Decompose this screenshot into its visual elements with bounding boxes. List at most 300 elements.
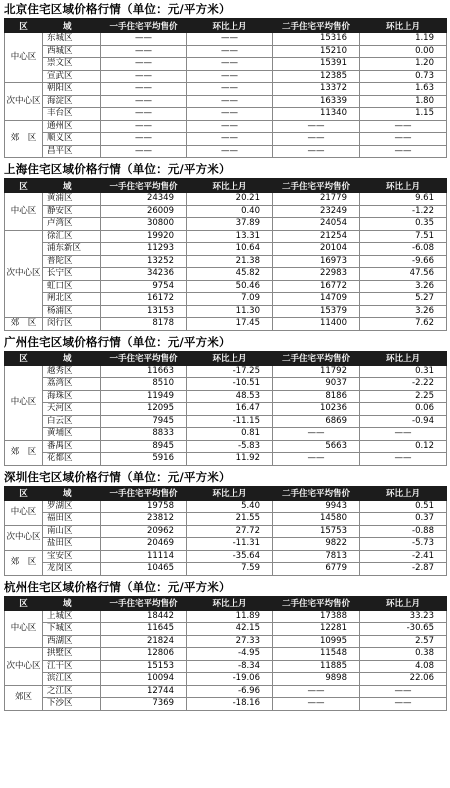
new-price-cell: 12744	[101, 685, 187, 698]
new-price-cell: 23812	[101, 513, 187, 526]
new-mom-cell: 50.46	[187, 280, 273, 293]
table-row	[5, 218, 447, 231]
district-cell: 中心区	[5, 610, 43, 648]
area-cell: 荔湾区	[43, 378, 101, 391]
new-mom-cell: -4.95	[187, 648, 273, 661]
new-mom-cell: 0.81	[187, 428, 273, 441]
new-price-cell: 11645	[101, 623, 187, 636]
area-cell: 海淀区	[43, 95, 101, 108]
area-cell: 天河区	[43, 403, 101, 416]
table-row	[5, 230, 447, 243]
used-price-cell: 11400	[273, 318, 360, 331]
table-row	[5, 133, 447, 146]
new-mom-cell: 7.59	[187, 563, 273, 576]
table-row	[5, 698, 447, 711]
table-row	[5, 440, 447, 453]
used-mom-cell: -0.88	[360, 525, 447, 538]
new-mom-cell: -11.15	[187, 415, 273, 428]
header-new-mom: 环比上月	[187, 19, 273, 33]
table-row	[5, 378, 447, 391]
table-row	[5, 193, 447, 206]
used-price-cell: 23249	[273, 205, 360, 218]
new-mom-cell: 27.33	[187, 635, 273, 648]
area-cell: 花都区	[43, 453, 101, 466]
new-price-cell: 12095	[101, 403, 187, 416]
used-price-cell: 14580	[273, 513, 360, 526]
used-mom-cell: -9.66	[360, 255, 447, 268]
district-cell: 中心区	[5, 500, 43, 525]
area-cell: 黄浦区	[43, 193, 101, 206]
used-mom-cell: 1.80	[360, 95, 447, 108]
new-price-cell: 11949	[101, 390, 187, 403]
table-row	[5, 108, 447, 121]
new-mom-cell: ——	[187, 108, 273, 121]
area-cell: 之江区	[43, 685, 101, 698]
header-used-price: 二手住宅平均售价	[273, 486, 360, 500]
area-cell: 上城区	[43, 610, 101, 623]
new-price-cell: 5916	[101, 453, 187, 466]
price-table	[4, 178, 447, 331]
district-cell: 中心区	[5, 365, 43, 440]
header-used-mom: 环比上月	[360, 19, 447, 33]
table-row	[5, 525, 447, 538]
new-mom-cell: 10.64	[187, 243, 273, 256]
used-price-cell: 20104	[273, 243, 360, 256]
new-price-cell: ——	[101, 83, 187, 96]
used-price-cell: 10995	[273, 635, 360, 648]
used-price-cell: 16772	[273, 280, 360, 293]
used-mom-cell: 0.73	[360, 70, 447, 83]
area-cell: 丰台区	[43, 108, 101, 121]
area-cell: 闸北区	[43, 293, 101, 306]
area-cell: 福田区	[43, 513, 101, 526]
header-area: 域	[43, 486, 101, 500]
new-price-cell: ——	[101, 45, 187, 58]
new-mom-cell: ——	[187, 83, 273, 96]
area-cell: 黄埔区	[43, 428, 101, 441]
area-cell: 罗湖区	[43, 500, 101, 513]
used-price-cell: 15210	[273, 45, 360, 58]
new-price-cell: ——	[101, 95, 187, 108]
new-mom-cell: -11.31	[187, 538, 273, 551]
table-row	[5, 623, 447, 636]
table-row	[5, 563, 447, 576]
area-cell: 崇文区	[43, 58, 101, 71]
area-cell: 徐汇区	[43, 230, 101, 243]
used-price-cell: 12385	[273, 70, 360, 83]
used-mom-cell: 9.61	[360, 193, 447, 206]
header-row	[5, 596, 447, 610]
used-price-cell: 11548	[273, 648, 360, 661]
used-mom-cell: ——	[360, 685, 447, 698]
new-mom-cell: 11.89	[187, 610, 273, 623]
header-used-price: 二手住宅平均售价	[273, 351, 360, 365]
area-cell: 浦东新区	[43, 243, 101, 256]
used-mom-cell: -2.22	[360, 378, 447, 391]
area-cell: 滨江区	[43, 673, 101, 686]
new-price-cell: 15153	[101, 660, 187, 673]
new-price-cell: 24349	[101, 193, 187, 206]
new-mom-cell: ——	[187, 95, 273, 108]
used-price-cell: 11885	[273, 660, 360, 673]
table-row	[5, 120, 447, 133]
area-cell: 宣武区	[43, 70, 101, 83]
new-price-cell: ——	[101, 108, 187, 121]
new-price-cell: 12806	[101, 648, 187, 661]
area-cell: 顺义区	[43, 133, 101, 146]
table-row	[5, 95, 447, 108]
used-mom-cell: 1.20	[360, 58, 447, 71]
used-mom-cell: 2.57	[360, 635, 447, 648]
used-mom-cell: 1.15	[360, 108, 447, 121]
used-mom-cell: 0.38	[360, 648, 447, 661]
table-row	[5, 305, 447, 318]
table-row	[5, 610, 447, 623]
new-mom-cell: 21.55	[187, 513, 273, 526]
area-cell: 东城区	[43, 33, 101, 46]
new-mom-cell: 7.09	[187, 293, 273, 306]
table-row	[5, 58, 447, 71]
price-table	[4, 351, 447, 466]
used-mom-cell: ——	[360, 133, 447, 146]
used-mom-cell: 1.63	[360, 83, 447, 96]
area-cell: 昌平区	[43, 145, 101, 158]
district-cell: 郊 区	[5, 318, 43, 331]
new-mom-cell: 20.21	[187, 193, 273, 206]
new-price-cell: 8945	[101, 440, 187, 453]
new-price-cell: 16172	[101, 293, 187, 306]
price-table	[4, 18, 447, 158]
used-mom-cell: -30.65	[360, 623, 447, 636]
new-mom-cell: -8.34	[187, 660, 273, 673]
district-cell: 中心区	[5, 193, 43, 231]
used-mom-cell: 3.26	[360, 280, 447, 293]
new-mom-cell: -5.83	[187, 440, 273, 453]
new-mom-cell: ——	[187, 120, 273, 133]
used-mom-cell: 0.06	[360, 403, 447, 416]
used-mom-cell: -6.08	[360, 243, 447, 256]
used-price-cell: 10236	[273, 403, 360, 416]
table-row	[5, 635, 447, 648]
header-new-mom: 环比上月	[187, 179, 273, 193]
table-row	[5, 428, 447, 441]
new-price-cell: 11663	[101, 365, 187, 378]
used-price-cell: 24054	[273, 218, 360, 231]
area-cell: 越秀区	[43, 365, 101, 378]
used-price-cell: ——	[273, 120, 360, 133]
area-cell: 静安区	[43, 205, 101, 218]
used-mom-cell: 4.08	[360, 660, 447, 673]
new-price-cell: ——	[101, 33, 187, 46]
new-mom-cell: 11.92	[187, 453, 273, 466]
district-cell: 次中心区	[5, 525, 43, 550]
new-price-cell: 21824	[101, 635, 187, 648]
district-cell: 郊 区	[5, 440, 43, 465]
used-price-cell: 15753	[273, 525, 360, 538]
used-mom-cell: ——	[360, 453, 447, 466]
area-cell: 盐田区	[43, 538, 101, 551]
new-mom-cell: -19.06	[187, 673, 273, 686]
used-mom-cell: -5.73	[360, 538, 447, 551]
used-mom-cell: 0.12	[360, 440, 447, 453]
header-new-mom: 环比上月	[187, 596, 273, 610]
area-cell: 番禺区	[43, 440, 101, 453]
new-mom-cell: -17.25	[187, 365, 273, 378]
area-cell: 下沙区	[43, 698, 101, 711]
new-mom-cell: 17.45	[187, 318, 273, 331]
used-price-cell: 21779	[273, 193, 360, 206]
header-row	[5, 179, 447, 193]
new-mom-cell: ——	[187, 45, 273, 58]
new-mom-cell: 37.89	[187, 218, 273, 231]
table-row	[5, 268, 447, 281]
section-title: 杭州住宅区域价格行情（单位：元/平方米）	[4, 579, 231, 594]
new-price-cell: 11114	[101, 550, 187, 563]
district-cell: 郊 区	[5, 120, 43, 158]
header-district: 区	[5, 351, 43, 365]
header-used-mom: 环比上月	[360, 351, 447, 365]
new-mom-cell: 16.47	[187, 403, 273, 416]
used-mom-cell: 2.25	[360, 390, 447, 403]
new-mom-cell: 48.53	[187, 390, 273, 403]
new-price-cell: ——	[101, 120, 187, 133]
new-mom-cell: 13.31	[187, 230, 273, 243]
used-price-cell: 8186	[273, 390, 360, 403]
new-price-cell: 10465	[101, 563, 187, 576]
used-mom-cell: 0.00	[360, 45, 447, 58]
used-mom-cell: 7.62	[360, 318, 447, 331]
header-used-mom: 环比上月	[360, 486, 447, 500]
new-mom-cell: -10.51	[187, 378, 273, 391]
section-title: 北京住宅区域价格行情（单位：元/平方米）	[4, 2, 231, 16]
header-district: 区	[5, 486, 43, 500]
used-mom-cell: -1.22	[360, 205, 447, 218]
table-row	[5, 33, 447, 46]
new-price-cell: 20962	[101, 525, 187, 538]
table-row	[5, 648, 447, 661]
table-row	[5, 453, 447, 466]
table-row	[5, 538, 447, 551]
used-mom-cell: -2.87	[360, 563, 447, 576]
used-price-cell: 15379	[273, 305, 360, 318]
used-price-cell: 16339	[273, 95, 360, 108]
new-price-cell: 8178	[101, 318, 187, 331]
used-price-cell: 9898	[273, 673, 360, 686]
new-mom-cell: 27.72	[187, 525, 273, 538]
header-new-mom: 环比上月	[187, 486, 273, 500]
header-area: 域	[43, 179, 101, 193]
used-mom-cell: 0.31	[360, 365, 447, 378]
used-price-cell: 9037	[273, 378, 360, 391]
table-row	[5, 673, 447, 686]
new-mom-cell: -35.64	[187, 550, 273, 563]
table-row	[5, 403, 447, 416]
header-new-price: 一手住宅平均售价	[101, 351, 187, 365]
used-price-cell: 6779	[273, 563, 360, 576]
area-cell: 虹口区	[43, 280, 101, 293]
new-price-cell: ——	[101, 145, 187, 158]
used-mom-cell: ——	[360, 145, 447, 158]
header-new-mom: 环比上月	[187, 351, 273, 365]
area-cell: 闵行区	[43, 318, 101, 331]
new-price-cell: 11293	[101, 243, 187, 256]
price-table	[4, 596, 447, 711]
used-mom-cell: -2.41	[360, 550, 447, 563]
used-price-cell: 9943	[273, 500, 360, 513]
used-mom-cell: 33.23	[360, 610, 447, 623]
used-mom-cell: 22.06	[360, 673, 447, 686]
table-row	[5, 318, 447, 331]
used-mom-cell: 5.27	[360, 293, 447, 306]
used-price-cell: 11340	[273, 108, 360, 121]
area-cell: 杨浦区	[43, 305, 101, 318]
new-price-cell: 18442	[101, 610, 187, 623]
header-row	[5, 486, 447, 500]
section-title: 广州住宅区域价格行情（单位：元/平方米）	[4, 334, 231, 349]
used-price-cell: ——	[273, 698, 360, 711]
header-new-price: 一手住宅平均售价	[101, 19, 187, 33]
used-price-cell: 13372	[273, 83, 360, 96]
used-mom-cell: 0.37	[360, 513, 447, 526]
new-mom-cell: 0.40	[187, 205, 273, 218]
header-area: 域	[43, 351, 101, 365]
header-used-price: 二手住宅平均售价	[273, 596, 360, 610]
district-cell: 郊 区	[5, 550, 43, 575]
section-title: 深圳住宅区域价格行情（单位：元/平方米）	[4, 469, 231, 484]
table-row	[5, 255, 447, 268]
new-price-cell: 20469	[101, 538, 187, 551]
area-cell: 海珠区	[43, 390, 101, 403]
header-district: 区	[5, 596, 43, 610]
new-mom-cell: 5.40	[187, 500, 273, 513]
new-price-cell: ——	[101, 70, 187, 83]
header-district: 区	[5, 19, 43, 33]
header-used-price: 二手住宅平均售价	[273, 19, 360, 33]
used-price-cell: ——	[273, 133, 360, 146]
table-row	[5, 280, 447, 293]
new-price-cell: 19758	[101, 500, 187, 513]
used-price-cell: 21254	[273, 230, 360, 243]
section-title: 上海住宅区域价格行情（单位：元/平方米）	[4, 162, 231, 176]
new-price-cell: 13252	[101, 255, 187, 268]
used-price-cell: 17388	[273, 610, 360, 623]
area-cell: 拱墅区	[43, 648, 101, 661]
new-price-cell: ——	[101, 58, 187, 71]
header-new-price: 一手住宅平均售价	[101, 596, 187, 610]
used-price-cell: 11792	[273, 365, 360, 378]
used-price-cell: 22983	[273, 268, 360, 281]
header-used-price: 二手住宅平均售价	[273, 179, 360, 193]
header-new-price: 一手住宅平均售价	[101, 179, 187, 193]
new-mom-cell: -6.96	[187, 685, 273, 698]
new-mom-cell: ——	[187, 133, 273, 146]
new-price-cell: 7945	[101, 415, 187, 428]
table-row	[5, 243, 447, 256]
area-cell: 江干区	[43, 660, 101, 673]
table-row	[5, 500, 447, 513]
new-price-cell: 30800	[101, 218, 187, 231]
new-mom-cell: 45.82	[187, 268, 273, 281]
used-price-cell: 9822	[273, 538, 360, 551]
table-row	[5, 550, 447, 563]
table-row	[5, 365, 447, 378]
used-price-cell: ——	[273, 145, 360, 158]
used-mom-cell: 3.26	[360, 305, 447, 318]
table-row	[5, 293, 447, 306]
used-price-cell: 6869	[273, 415, 360, 428]
table-row	[5, 513, 447, 526]
new-price-cell: ——	[101, 133, 187, 146]
area-cell: 宝安区	[43, 550, 101, 563]
table-row	[5, 83, 447, 96]
area-cell: 卢湾区	[43, 218, 101, 231]
new-mom-cell: ——	[187, 145, 273, 158]
new-price-cell: 9754	[101, 280, 187, 293]
header-area: 域	[43, 19, 101, 33]
price-table	[4, 486, 447, 576]
used-price-cell: 16973	[273, 255, 360, 268]
used-price-cell: 15391	[273, 58, 360, 71]
area-cell: 通州区	[43, 120, 101, 133]
area-cell: 西湖区	[43, 635, 101, 648]
used-mom-cell: 47.56	[360, 268, 447, 281]
new-price-cell: 8510	[101, 378, 187, 391]
used-mom-cell: 0.51	[360, 500, 447, 513]
area-cell: 龙岗区	[43, 563, 101, 576]
new-mom-cell: 42.15	[187, 623, 273, 636]
new-price-cell: 13153	[101, 305, 187, 318]
used-price-cell: ——	[273, 428, 360, 441]
new-mom-cell: 21.38	[187, 255, 273, 268]
new-price-cell: 26009	[101, 205, 187, 218]
header-row	[5, 19, 447, 33]
used-price-cell: 5663	[273, 440, 360, 453]
used-price-cell: 15316	[273, 33, 360, 46]
new-mom-cell: -18.16	[187, 698, 273, 711]
new-mom-cell: ——	[187, 58, 273, 71]
new-price-cell: 8833	[101, 428, 187, 441]
new-price-cell: 7369	[101, 698, 187, 711]
used-mom-cell: 0.35	[360, 218, 447, 231]
header-area: 域	[43, 596, 101, 610]
area-cell: 普陀区	[43, 255, 101, 268]
used-price-cell: 7813	[273, 550, 360, 563]
used-mom-cell: ——	[360, 120, 447, 133]
district-cell: 次中心区	[5, 230, 43, 318]
header-row	[5, 351, 447, 365]
new-price-cell: 19920	[101, 230, 187, 243]
table-row	[5, 685, 447, 698]
area-cell: 白云区	[43, 415, 101, 428]
used-price-cell: ——	[273, 453, 360, 466]
new-price-cell: 34236	[101, 268, 187, 281]
new-price-cell: 10094	[101, 673, 187, 686]
area-cell: 长宁区	[43, 268, 101, 281]
used-mom-cell: 1.19	[360, 33, 447, 46]
header-new-price: 一手住宅平均售价	[101, 486, 187, 500]
area-cell: 下城区	[43, 623, 101, 636]
used-mom-cell: ——	[360, 428, 447, 441]
new-mom-cell: 11.30	[187, 305, 273, 318]
used-mom-cell: ——	[360, 698, 447, 711]
header-used-mom: 环比上月	[360, 596, 447, 610]
district-cell: 郊区	[5, 685, 43, 710]
area-cell: 朝阳区	[43, 83, 101, 96]
area-cell: 西城区	[43, 45, 101, 58]
new-mom-cell: ——	[187, 70, 273, 83]
area-cell: 南山区	[43, 525, 101, 538]
table-row	[5, 390, 447, 403]
